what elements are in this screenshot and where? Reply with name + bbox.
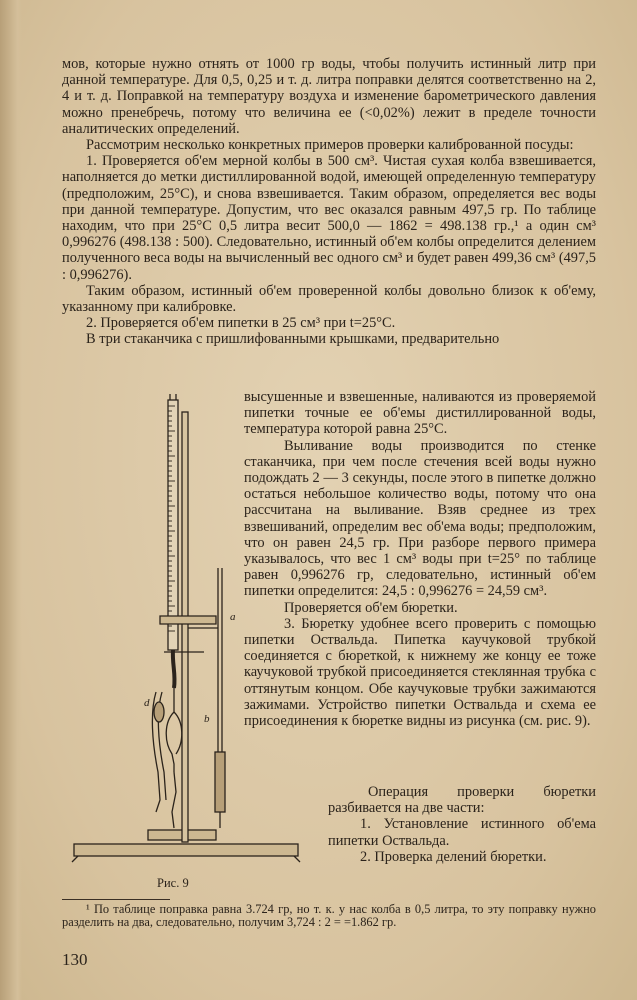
footnote-text: ¹ По таблице поправка равна 3.724 гр, но т. к. у нас колба в 0,5 литра, то эту поправку нужно разделить на два, следовательно, получим 3,724 : 2 = =1.862 гр. xyxy=(62,902,596,930)
footnote xyxy=(62,903,596,930)
paragraph-example-2-cont: высушенные и взвешенные, наливаются из проверяемой пипетки точные ее об'емы дистиллированной воды, температура которой равна 25°С. xyxy=(244,389,596,438)
paragraph-step-2: 2. Проверка делений бюретки. xyxy=(360,848,547,865)
paragraph-example-1: 1. Проверяется об'ем мерной колбы в 500 см³. Чистая сухая колба взвешивается, наполняется до метки дистиллированной водой, имеющей определенную температуру (предположим, 25°С), и снова взвешивается. Таким образом, определяется вес воды при данной температуре. Допустим, что вес оказался равным 497,5 гр. По таблице находим, что при 25°С 0,5 литра весит 500,0 — 1862 = 498.138 гр.,¹ а один см³ 0,996276 (498.138 : 500). Следовательно, истинный об'ем колбы определится делением полученного веса воды на вычисленный вес одного см³ и будет равен 499,36 см³ (497,5 : 0,996276). xyxy=(62,153,596,283)
figure-label-b: b xyxy=(204,713,210,725)
paragraph-example-2-start: В три стаканчика с пришлифованными крышками, предварительно xyxy=(86,331,500,348)
paragraph-operation: Операция проверки бюретки разбивается на две части: xyxy=(328,784,596,817)
paragraph-step-1: 1. Установление истинного об'ема пипетки Оствальда. xyxy=(328,816,596,849)
footnote-rule xyxy=(62,899,170,900)
paragraph-example-2-heading: 2. Проверяется об'ем пипетки в 25 см³ при t=25°С. xyxy=(86,315,396,332)
paragraph-conclusion-1: Таким образом, истинный об'ем проверенной колбы довольно близок к об'ему, указанному при калибровке. xyxy=(62,282,596,316)
page-number: 130 xyxy=(62,950,88,969)
figure-9-burette-ostwald-pipette xyxy=(64,392,306,872)
page-spine-shadow xyxy=(0,0,22,1000)
paragraph-burette-heading: Проверяется об'ем бюретки. xyxy=(284,599,458,616)
paragraph-example-3: 3. Бюретку удобнее всего проверить с помощью пипетки Оствальда. Пипетка каучуковой трубкой соединяется с бюреткой, к нижнему же концу ее тоже каучуковой трубкой присоединяется стеклянная трубка с оттянутым концом. Обе каучуковые трубки зажимаются зажимами. Устройство пипетки Оствальда и схема ее присоединения к бюретке видны из рисунка (см. рис. 9). xyxy=(244,615,596,730)
paragraph-pouring: Выливание воды производится по стенке стаканчика, при чем после стечения всей воды нужно подождать 2 — 3 секунды, после этого в пипетке должно остаться небольшое количество воды, потому что она рассчитана на выливание. Взяв среднее из трех взвешиваний, определим вес об'ема воды; предположим, что он равен 24,5 гр. При разборе первого примера указывалось, что вес 1 см³ воды при t=25° по таблице равен 0,996276 гр, следовательно, истинный об'ем пипетки определится: 24,5 : 0,996276 = 24,59 см³. xyxy=(244,437,596,600)
paragraph-continuation: мов, которые нужно отнять от 1000 гр воды, чтобы получить истинный литр при данной температуре. Для 0,5, 0,25 и т. д. литра поправки делятся соответственно на 2, 4 и т. д. Поправкой на температуру воздуха и изменение барометрического давления можно пренебречь, потому что величина ее (<0,02%) лежит в пределе точности аналитических определений. xyxy=(62,56,596,137)
paragraph-intro: Рассмотрим несколько конкретных примеров проверки калиброванной посуды: xyxy=(86,137,574,154)
body-text-narrow xyxy=(328,784,596,865)
figure-caption: Рис. 9 xyxy=(157,876,189,890)
body-text-top xyxy=(62,56,596,348)
figure-label-a: a xyxy=(230,611,236,623)
figure-label-d: d xyxy=(144,697,150,709)
